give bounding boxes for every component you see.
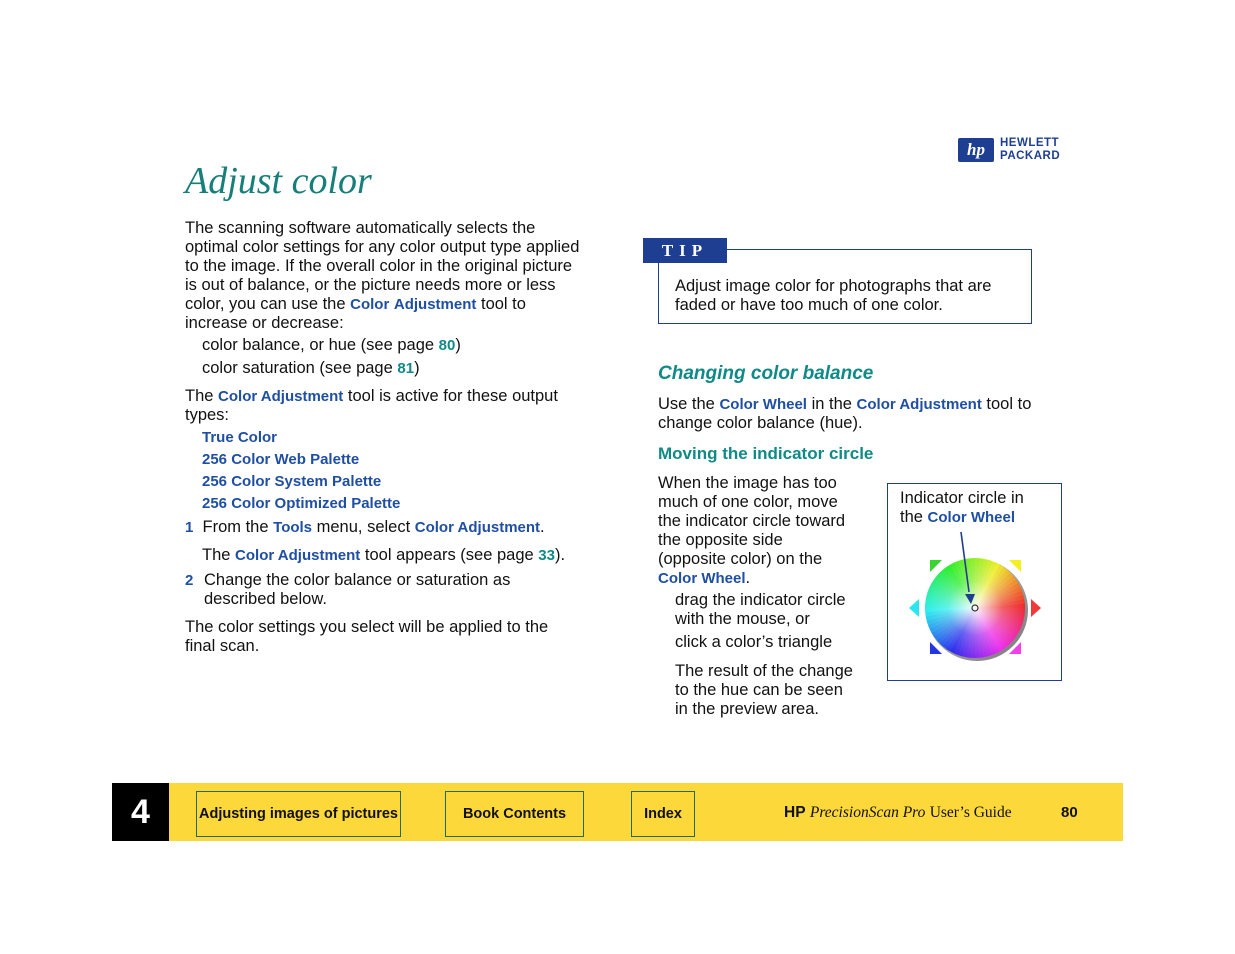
logo-line1: HEWLETT — [1000, 137, 1060, 149]
logo-line2: PACKARD — [1000, 150, 1061, 162]
result-paragraph: The result of the change to the hue can be seen in the preview area. — [675, 662, 853, 718]
step-1: 1 From the Tools menu, select Color Adjustment. — [185, 518, 545, 536]
step-number-1: 1 — [185, 519, 194, 536]
output-type-optimized-palette[interactable]: 256 Color Optimized Palette — [202, 495, 401, 512]
bullet-hue: color balance, or hue (see page 80) — [202, 336, 461, 354]
heading-changing-color-balance: Changing color balance — [658, 363, 874, 384]
heading-moving-indicator: Moving the indicator circle — [658, 444, 874, 463]
book-contents-button[interactable]: Book Contents — [445, 791, 584, 837]
page-link-80[interactable]: 80 — [438, 337, 456, 354]
color-adjustment-link-3[interactable]: Color Adjustment — [218, 388, 344, 405]
page-title: Adjust color — [185, 160, 372, 202]
color-wheel-link-3[interactable]: Color Wheel — [927, 509, 1016, 526]
green-triangle-icon[interactable] — [930, 560, 942, 572]
index-button[interactable]: Index — [631, 791, 695, 837]
tip-text: Adjust image color for photographs that are faded or have too much of one color. — [675, 277, 992, 314]
intro-end: tool to increase or decrease: — [185, 295, 526, 332]
output-type-system-palette[interactable]: 256 Color System Palette — [202, 473, 382, 490]
bullet-saturation: color saturation (see page 81) — [202, 359, 420, 377]
tip-label: TIP — [643, 238, 727, 263]
color-wheel-link-2[interactable]: Color Wheel — [658, 570, 746, 587]
output-type-web-palette[interactable]: 256 Color Web Palette — [202, 451, 360, 468]
guide-title: HP PrecisionScan Pro User’s Guide — [784, 804, 1012, 821]
figure-caption: Indicator circle in the Color Wheel — [900, 489, 1024, 526]
click-bullet: click a color’s triangle — [675, 633, 833, 651]
section-nav-button[interactable]: Adjusting images of pictures — [196, 791, 401, 837]
color-adjustment-link-5[interactable]: Color Adjustment — [235, 547, 361, 564]
hp-logo — [958, 137, 1078, 163]
intro-paragraph — [185, 219, 585, 333]
color-adjustment-link-6[interactable]: Color Adjustment — [856, 396, 982, 413]
chapter-tab: 4 — [112, 783, 169, 841]
drag-bullet: drag the indicator circle with the mouse, or — [675, 591, 846, 628]
step-1-sub: The Color Adjustment tool appears (see page 33). — [202, 546, 566, 564]
output-type-true-color[interactable]: True Color — [202, 429, 278, 446]
hp-badge-icon: hp — [958, 138, 994, 162]
color-adjustment-link-2[interactable]: Adjustment — [393, 296, 477, 313]
page-number: 80 — [1061, 804, 1078, 821]
use-paragraph: Use the Color Wheel in the Color Adjustment tool to change color balance (hue). — [658, 395, 1032, 432]
page-link-81[interactable]: 81 — [397, 360, 415, 377]
red-triangle-icon[interactable] — [1031, 599, 1041, 617]
intro-text: The scanning software automatically selects the optimal color settings for any color output type applied to the image. If the overall color in the original picture is out of balance, or the picture needs more or less color, you can use the — [185, 219, 580, 313]
final-paragraph: The color settings you select will be applied to the final scan. — [185, 618, 549, 655]
color-adjustment-link-4[interactable]: Color Adjustment — [414, 519, 541, 536]
active-paragraph: The Color Adjustment tool is active for these output types: — [185, 387, 558, 424]
color-adjustment-link[interactable]: Color — [350, 296, 390, 313]
color-wheel-illustration — [905, 528, 1045, 668]
tools-menu-link[interactable]: Tools — [273, 519, 313, 536]
when-paragraph: When the image has too much of one color, move the indicator circle toward the opposite side (opposite color) on the Color Wheel. — [658, 474, 846, 587]
color-wheel-link[interactable]: Color Wheel — [719, 396, 807, 413]
step-number-2: 2 — [185, 572, 194, 589]
yellow-triangle-icon[interactable] — [1009, 560, 1021, 572]
step-2-text: Change the color balance or saturation as described below. — [204, 571, 511, 608]
cyan-triangle-icon[interactable] — [909, 599, 919, 617]
wheel-center-glow — [925, 558, 1025, 658]
step-2 — [185, 571, 193, 590]
page-link-33[interactable]: 33 — [538, 547, 555, 564]
